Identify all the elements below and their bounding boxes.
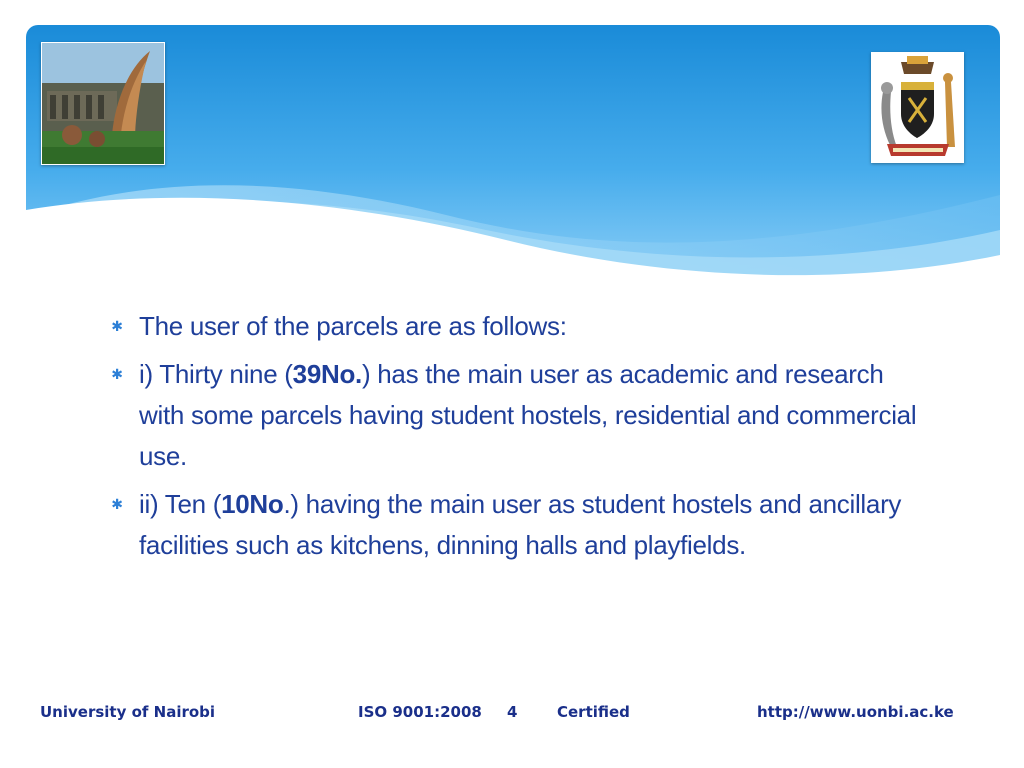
asterisk-bullet-icon: ✱ <box>111 496 123 512</box>
bullet-item-thirty-nine <box>108 354 928 477</box>
bullet-text-post: .) having the main user as student hostels and ancillary facilities such as kitchens, dinning halls and playfields. <box>139 489 902 560</box>
header-banner <box>26 25 1000 287</box>
university-crest <box>871 52 964 163</box>
bullet-item-intro <box>108 306 928 347</box>
bullet-text-pre: ii) Ten ( <box>139 489 222 519</box>
bullet-item-ten <box>108 484 928 566</box>
slide-content <box>108 306 928 573</box>
asterisk-bullet-icon: ✱ <box>111 366 123 382</box>
bullet-text-bold: 10No <box>221 489 284 519</box>
bullet-text: The user of the parcels are as follows: <box>139 311 567 341</box>
asterisk-bullet-icon: ✱ <box>111 318 123 334</box>
footer-url-link[interactable]: http://www.uonbi.ac.ke <box>757 703 954 721</box>
campus-photo <box>41 42 165 165</box>
slide-footer <box>0 700 1024 726</box>
footer-certified: Certified <box>557 703 630 721</box>
bullet-text-pre: i) Thirty nine ( <box>139 359 293 389</box>
bullet-text-post: ) has the main user as academic and research with some parcels having student hostels, residential and commercial use. <box>139 359 917 471</box>
bullet-text-bold: 39No. <box>292 359 362 389</box>
university-coat-of-arms-icon <box>871 52 964 163</box>
footer-page-number: 4 <box>507 703 518 721</box>
footer-iso: ISO 9001:2008 <box>358 703 482 721</box>
campus-building-photo-icon <box>42 43 164 164</box>
footer-institution: University of Nairobi <box>40 703 216 721</box>
banner-background <box>26 25 1000 287</box>
